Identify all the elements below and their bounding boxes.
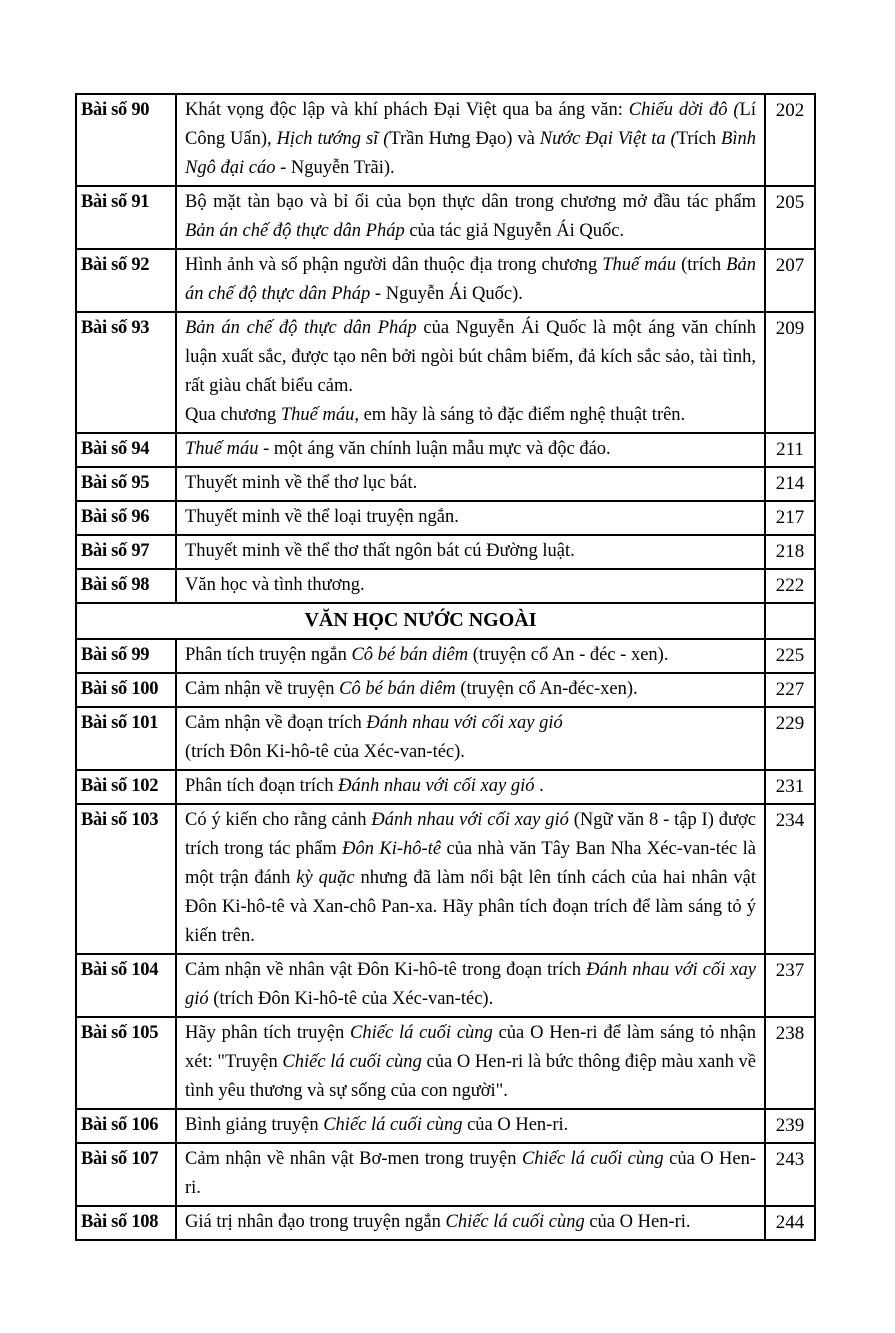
page-number-cell (765, 603, 815, 639)
lesson-number: Bài số 97 (76, 535, 176, 569)
work-title-italic: Thuế máu (185, 439, 259, 459)
page-number: 218 (765, 535, 815, 569)
section-row (76, 603, 815, 639)
lesson-title: Có ý kiến cho rằng cảnh Đánh nhau với cối xay gió (Ngữ văn 8 - tập I) được trích trong tác phẩm Đôn Ki-hô-tê của nhà văn Tây Ban Nha Xéc-van-téc là một trận đánh kỳ quặc nhưng đã làm nổi bật lên tính cách của hai nhân vật Đôn Ki-hô-tê và Xan-chô Pan-xa. Hãy phân tích đoạn trích để làm sáng tỏ ý kiến trên. (176, 804, 765, 954)
lesson-number: Bài số 92 (76, 249, 176, 312)
lesson-number: Bài số 94 (76, 433, 176, 467)
page-number: 202 (765, 94, 815, 186)
lesson-title: Bình giảng truyện Chiếc lá cuối cùng của O Hen-ri. (176, 1109, 765, 1143)
table-row (76, 1206, 815, 1240)
work-title-italic: Nước Đại Việt ta ( (539, 129, 677, 149)
work-title-italic: Chiếc lá cuối cùng (323, 1115, 463, 1135)
page-number: 229 (765, 707, 815, 770)
work-title-italic: Đánh nhau với cối xay gió (366, 713, 563, 733)
page-number: 237 (765, 954, 815, 1017)
page-number: 239 (765, 1109, 815, 1143)
lesson-number: Bài số 91 (76, 186, 176, 249)
lesson-number: Bài số 107 (76, 1143, 176, 1206)
table-row (76, 467, 815, 501)
lesson-title: Bản án chế độ thực dân Pháp của Nguyễn Ái Quốc là một áng văn chính luận xuất sắc, được tạo nên bởi ngòi bút châm biếm, đả kích sắc sảo, tài tình, rất giàu chất biểu cảm. Qua chương Thuế máu, em hãy là sáng tỏ đặc điểm nghệ thuật trên. (176, 312, 765, 433)
lesson-number: Bài số 108 (76, 1206, 176, 1240)
lesson-title: Cảm nhận về nhân vật Đôn Ki-hô-tê trong đoạn trích Đánh nhau với cối xay gió (trích Đôn Ki-hô-tê của Xéc-van-téc). (176, 954, 765, 1017)
page-number: 211 (765, 433, 815, 467)
lesson-title: Cảm nhận về truyện Cô bé bán diêm (truyện cổ An-đéc-xen). (176, 673, 765, 707)
work-title-italic: Chiếu dời đô ( (628, 100, 740, 120)
work-title-italic: Bản án chế độ thực dân Pháp (185, 255, 756, 304)
lesson-title: Văn học và tình thương. (176, 569, 765, 603)
table-row (76, 1017, 815, 1109)
lesson-number: Bài số 95 (76, 467, 176, 501)
work-title-italic: Bình Ngô đại cáo (185, 129, 756, 178)
lesson-title: Thuyết minh về thể thơ thất ngôn bát cú Đường luật. (176, 535, 765, 569)
work-title-italic: Đánh nhau với cối xay gió (185, 960, 757, 1009)
work-title-italic: Đánh nhau với cối xay gió (338, 776, 535, 796)
page-number: 244 (765, 1206, 815, 1240)
toc-table-body (76, 94, 815, 1240)
lesson-title: Cảm nhận về nhân vật Bơ-men trong truyện Chiếc lá cuối cùng của O Hen-ri. (176, 1143, 765, 1206)
table-row (76, 707, 815, 770)
lesson-title: Giá trị nhân đạo trong truyện ngắn Chiếc lá cuối cùng của O Hen-ri. (176, 1206, 765, 1240)
lesson-title: Thuyết minh về thể loại truyện ngắn. (176, 501, 765, 535)
table-row (76, 1143, 815, 1206)
lesson-number: Bài số 103 (76, 804, 176, 954)
work-title-italic: Chiếc lá cuối cùng (445, 1212, 585, 1232)
work-title-italic: Thuế máu (602, 255, 677, 275)
work-title-italic: Cô bé bán diêm (351, 645, 469, 665)
table-row (76, 804, 815, 954)
lesson-number: Bài số 96 (76, 501, 176, 535)
page-number: 243 (765, 1143, 815, 1206)
table-row (76, 186, 815, 249)
lesson-number: Bài số 93 (76, 312, 176, 433)
lesson-number: Bài số 90 (76, 94, 176, 186)
table-row (76, 433, 815, 467)
lesson-title: Hãy phân tích truyện Chiếc lá cuối cùng của O Hen-ri để làm sáng tỏ nhận xét: "Truyện Chiếc lá cuối cùng của O Hen-ri là bức thông điệp màu xanh về tình yêu thương và sự sống của con người". (176, 1017, 765, 1109)
lesson-title: Bộ mặt tàn bạo và bỉ ổi của bọn thực dân trong chương mở đầu tác phẩm Bản án chế độ thực dân Pháp của tác giả Nguyễn Ái Quốc. (176, 186, 765, 249)
table-row (76, 94, 815, 186)
work-title-italic: Chiếc lá cuối cùng (282, 1052, 422, 1072)
page-number: 234 (765, 804, 815, 954)
work-title-italic: Bản án chế độ thực dân Pháp (185, 318, 417, 338)
lesson-number: Bài số 106 (76, 1109, 176, 1143)
page-number: 205 (765, 186, 815, 249)
work-title-italic: Đôn Ki-hô-tê (342, 839, 442, 859)
work-title-italic: Chiếc lá cuối cùng (350, 1023, 493, 1043)
lesson-title: Thuế máu - một áng văn chính luận mẫu mực và độc đáo. (176, 433, 765, 467)
lesson-number: Bài số 99 (76, 639, 176, 673)
table-row (76, 639, 815, 673)
table-row (76, 501, 815, 535)
lesson-number: Bài số 101 (76, 707, 176, 770)
work-title-italic: Bản án chế độ thực dân Pháp (185, 221, 405, 241)
toc-table (75, 93, 816, 1241)
work-title-italic: Chiếc lá cuối cùng (521, 1149, 664, 1169)
page-number: 209 (765, 312, 815, 433)
lesson-title: Phân tích truyện ngắn Cô bé bán diêm (truyện cổ An - đéc - xen). (176, 639, 765, 673)
work-title-italic: Cô bé bán diêm (339, 679, 456, 699)
lesson-title: Phân tích đoạn trích Đánh nhau với cối xay gió . (176, 770, 765, 804)
page-number: 238 (765, 1017, 815, 1109)
table-row (76, 770, 815, 804)
lesson-title: Thuyết minh về thể thơ lục bát. (176, 467, 765, 501)
table-row (76, 1109, 815, 1143)
lesson-number: Bài số 100 (76, 673, 176, 707)
table-row (76, 954, 815, 1017)
lesson-number: Bài số 102 (76, 770, 176, 804)
lesson-number: Bài số 98 (76, 569, 176, 603)
page-number: 217 (765, 501, 815, 535)
table-row (76, 312, 815, 433)
table-row (76, 673, 815, 707)
page-number: 227 (765, 673, 815, 707)
page-number: 207 (765, 249, 815, 312)
page-number: 231 (765, 770, 815, 804)
lesson-number: Bài số 105 (76, 1017, 176, 1109)
lesson-number: Bài số 104 (76, 954, 176, 1017)
work-title-italic: Hịch tướng sĩ ( (276, 129, 390, 149)
page-number: 225 (765, 639, 815, 673)
work-title-italic: Đánh nhau với cối xay gió (371, 810, 569, 830)
table-row (76, 535, 815, 569)
lesson-title: Hình ảnh và số phận người dân thuộc địa trong chương Thuế máu (trích Bản án chế độ thực dân Pháp - Nguyễn Ái Quốc). (176, 249, 765, 312)
work-title-italic: kỳ quặc (296, 868, 355, 888)
page-number: 222 (765, 569, 815, 603)
table-row (76, 569, 815, 603)
lesson-title: Khát vọng độc lập và khí phách Đại Việt qua ba áng văn: Chiếu dời đô (Lí Công Uẩn), Hịch tướng sĩ (Trần Hưng Đạo) và Nước Đại Việt ta (Trích Bình Ngô đại cáo - Nguyễn Trãi). (176, 94, 765, 186)
page-number: 214 (765, 467, 815, 501)
lesson-title: Cảm nhận về đoạn trích Đánh nhau với cối xay gió (trích Đôn Ki-hô-tê của Xéc-van-téc). (176, 707, 765, 770)
work-title-italic: Thuế máu, (280, 405, 359, 425)
table-row (76, 249, 815, 312)
section-header: VĂN HỌC NƯỚC NGOÀI (76, 603, 765, 639)
